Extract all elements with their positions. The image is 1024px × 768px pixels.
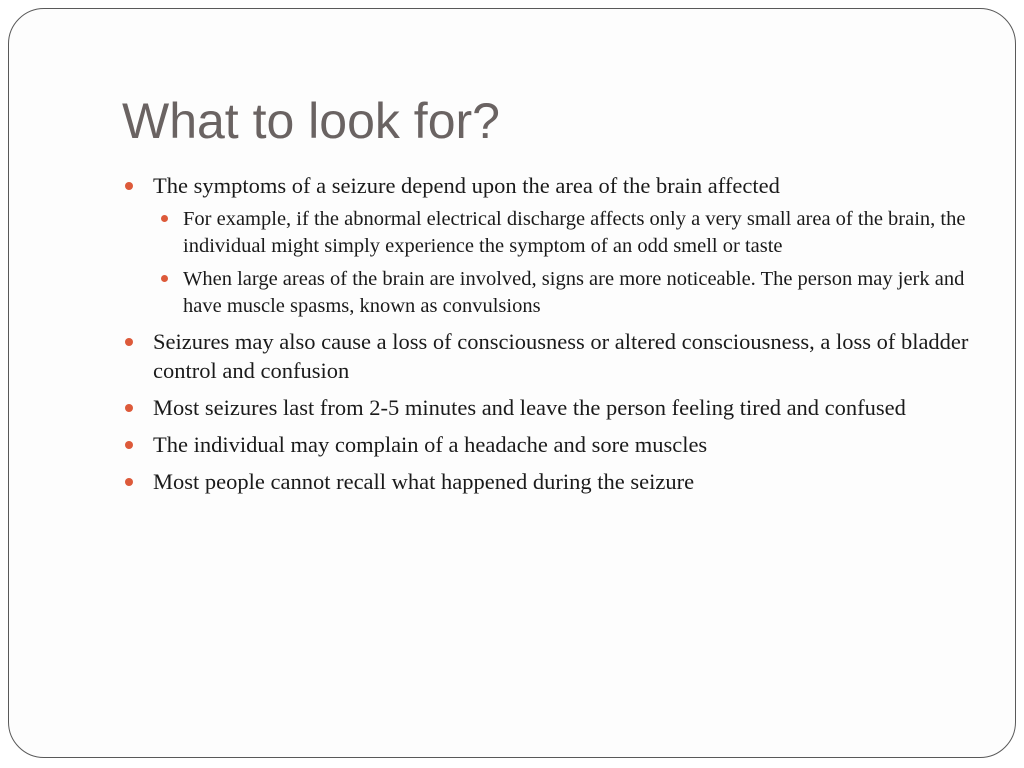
bullet-list [153,171,983,504]
bullet-dot-icon [125,478,133,486]
bullet-text: Seizures may also cause a loss of consciousness or altered consciousness, a loss of bladder control and confusion [153,329,969,383]
sub-bullet-text: When large areas of the brain are involved, signs are more noticeable. The person may jerk and have muscle spasms, known as convulsions [183,268,965,317]
bullet-item [153,327,983,385]
bullet-dot-icon [125,182,133,190]
bullet-text: Most people cannot recall what happened during the seizure [153,469,695,494]
sub-bullet-text: For example, if the abnormal electrical discharge affects only a very small area of the brain, the individual might simply experience the symptom of an odd smell or taste [183,208,966,257]
bullet-dot-icon [125,441,133,449]
sub-bullet-item [183,266,983,319]
bullet-item [153,393,983,422]
bullet-item [153,430,983,459]
bullet-text: The individual may complain of a headache and sore muscles [153,432,708,457]
bullet-text: The symptoms of a seizure depend upon the area of the brain affected [153,173,780,198]
bullet-dot-icon [125,338,133,346]
bullet-dot-icon [161,275,168,282]
slide-frame [8,8,1016,758]
bullet-item [153,467,983,496]
bullet-text: Most seizures last from 2-5 minutes and leave the person feeling tired and confused [153,395,906,420]
bullet-dot-icon [161,215,168,222]
sub-bullet-item [183,206,983,259]
sub-bullet-list [153,206,983,319]
bullet-dot-icon [125,404,133,412]
bullet-item [153,171,983,319]
slide-title: What to look for? [122,93,500,149]
